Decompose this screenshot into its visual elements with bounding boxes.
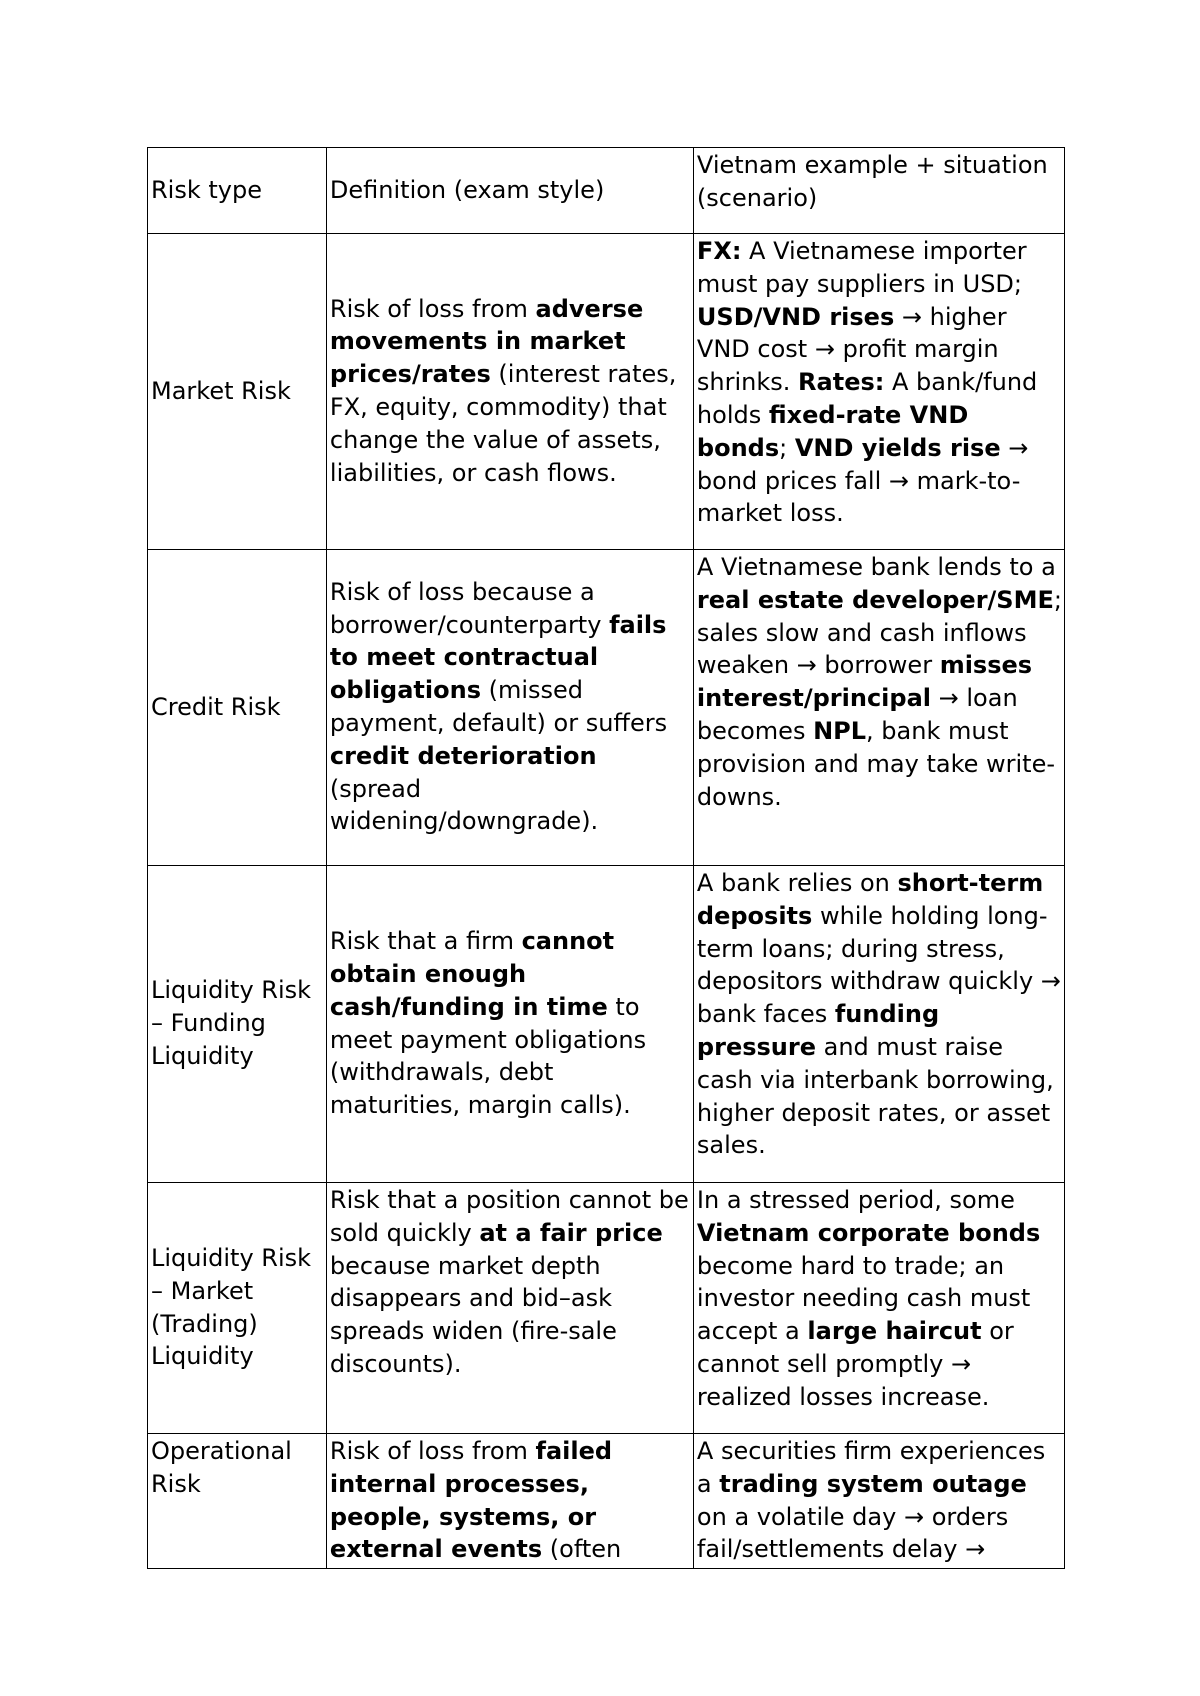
text-run: (missed payment, default) or suffers — [329, 676, 668, 737]
bold-text-run: credit deterioration — [329, 741, 597, 770]
definition-cell — [326, 866, 693, 1183]
text-run: Risk of loss from — [329, 1437, 536, 1465]
text-run: A bank relies on — [696, 869, 898, 897]
header-definition: Definition (exam style) — [326, 148, 693, 234]
example-cell — [693, 1183, 1064, 1434]
risk-type-cell: Market Risk — [148, 234, 327, 550]
definition-cell — [326, 550, 693, 866]
header-row — [148, 148, 1065, 234]
header-example: Vietnam example + situation (scenario) — [693, 148, 1064, 234]
bold-text-run: Rates: — [798, 368, 885, 397]
text-run: while holding long-term loans; during stress, depositors withdraw quickly → bank faces — [696, 901, 1061, 1029]
table-row — [148, 550, 1065, 866]
text-run: A Vietnamese importer must pay suppliers in USD; — [696, 237, 1027, 298]
text-run: (spread widening/downgrade). — [329, 774, 599, 836]
example-cell — [693, 866, 1064, 1183]
bold-text-run: failed internal processes, people, systems, or external events — [329, 1437, 613, 1564]
text-run: Risk that a firm — [329, 927, 522, 956]
text-run: A bank/fund holds — [696, 368, 1038, 429]
risk-type-cell: Liquidity Risk – Funding Liquidity — [148, 866, 327, 1183]
text-run: ; sales slow and cash inflows weaken → borrower — [696, 585, 1062, 680]
text-run: or cannot sell promptly → realized losses increase. — [696, 1317, 1014, 1411]
text-run: → loan becomes — [696, 684, 1018, 745]
risk-type-cell: Operational Risk — [148, 1434, 327, 1569]
example-cell — [693, 550, 1064, 866]
bold-text-run: fails to meet contractual obligations — [329, 610, 667, 705]
text-run: Risk of loss because a borrower/counterparty — [329, 577, 610, 639]
bold-text-run: FX: — [696, 237, 742, 265]
table-row — [148, 234, 1065, 550]
text-run: (interest rates, FX, equity, commodity) that change the value of assets, liabilities, or cash flows. — [329, 360, 677, 487]
text-run: , bank must provision and may take write-downs. — [696, 716, 1055, 811]
risk-type-cell: Credit Risk — [148, 550, 327, 866]
bold-text-run: fixed-rate VND bonds — [696, 400, 969, 462]
definition-cell — [326, 1183, 693, 1434]
text-run: → higher VND cost → profit margin shrinks. — [696, 302, 1007, 397]
bold-text-run: USD/VND rises — [696, 302, 895, 331]
bold-text-run: at a fair price — [479, 1218, 663, 1247]
bold-text-run: cannot obtain enough cash/funding in time — [329, 927, 615, 1021]
table-row — [148, 1434, 1065, 1569]
header-risk-type: Risk type — [148, 148, 327, 234]
text-run: ; — [779, 433, 795, 462]
text-run: on a volatile day → orders fail/settlements delay → — [696, 1502, 1009, 1564]
bold-text-run: real estate developer/SME — [696, 585, 1054, 614]
bold-text-run: funding pressure — [696, 1000, 940, 1061]
risk-type-cell: Liquidity Risk – Market (Trading) Liquidity — [148, 1183, 327, 1434]
definition-cell — [326, 234, 693, 550]
example-cell — [693, 234, 1064, 550]
text-run: and must raise cash via interbank borrowing, higher deposit rates, or asset sales. — [696, 1032, 1054, 1160]
bold-text-run: large haircut — [807, 1317, 982, 1346]
text-run: Risk of loss from — [329, 294, 536, 323]
text-run: to meet payment obligations (withdrawals, debt maturities, margin calls). — [329, 992, 647, 1120]
example-cell — [693, 1434, 1064, 1569]
text-run: become hard to trade; an investor needing cash must accept a — [696, 1251, 1031, 1346]
bold-text-run: adverse movements in market prices/rates — [329, 294, 644, 389]
text-run: Risk that a position cannot be sold quickly — [329, 1186, 689, 1247]
risk-table — [147, 147, 1065, 1569]
bold-text-run: VND yields rise — [794, 433, 1001, 462]
text-run: In a stressed period, some — [696, 1186, 1015, 1214]
text-run: A Vietnamese bank lends to a — [696, 553, 1056, 581]
bold-text-run: NPL — [813, 716, 867, 745]
bold-text-run: Vietnam corporate bonds — [696, 1218, 1041, 1247]
table-row — [148, 866, 1065, 1183]
table-row — [148, 1183, 1065, 1434]
bold-text-run: trading system outage — [719, 1469, 1027, 1498]
definition-cell — [326, 1434, 693, 1569]
text-run: (often — [542, 1535, 622, 1564]
text-run: A securities firm experiences a — [696, 1437, 1046, 1498]
bold-text-run: short-term deposits — [696, 869, 1044, 930]
text-run: because market depth disappears and bid–ask spreads widen (fire-sale discounts). — [329, 1251, 617, 1378]
bold-text-run: misses interest/principal — [696, 651, 1033, 713]
text-run: → bond prices fall → mark-to-market loss. — [696, 433, 1029, 528]
